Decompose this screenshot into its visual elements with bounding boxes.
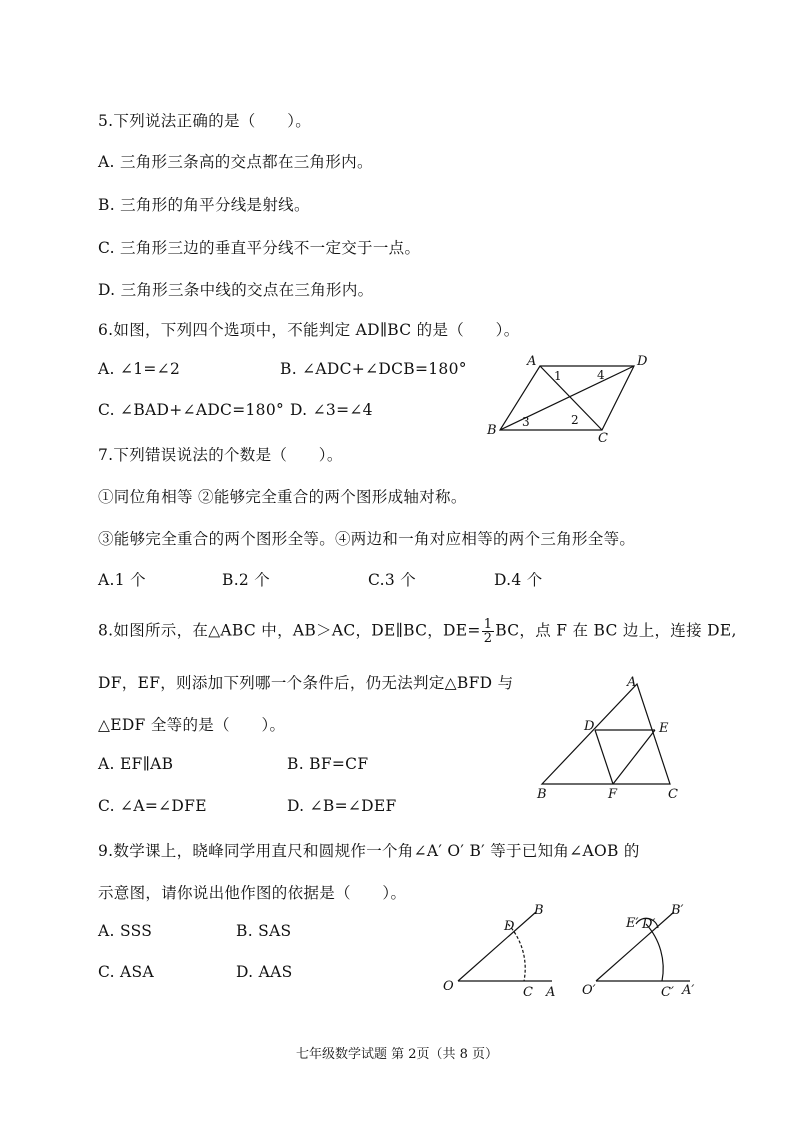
q8-option-d: D. ∠B=∠DEF: [287, 797, 397, 815]
q9-angle-aob-copy-figure: [582, 898, 712, 1002]
q8-segment-ef: [613, 730, 655, 784]
q7-option-a: A.1 个: [98, 571, 146, 589]
q8-label-d: D: [584, 719, 595, 734]
q6-label-a: A: [527, 354, 537, 369]
q9-option-a: A. SSS: [98, 922, 153, 940]
q9-fig2-label-b: B′: [671, 903, 684, 918]
q5-option-d: D. 三角形三条中线的交点在三角形内。: [98, 281, 374, 299]
q8-label-e: E: [659, 721, 669, 736]
q8-segment-df: [595, 730, 613, 784]
q8-stem-line2: DF，EF，则添加下列哪一个条件后，仍无法判定△BFD 与: [98, 674, 514, 692]
q9-option-c: C. ASA: [98, 963, 154, 981]
q8-triangle-figure: [530, 672, 700, 804]
q9-option-b: B. SAS: [236, 922, 292, 940]
q6-option-d: D. ∠3=∠4: [290, 401, 373, 419]
q9-fig2-label-e: E′: [626, 916, 639, 931]
q6-option-b: B. ∠ADC+∠DCB=180°: [280, 360, 467, 378]
q9-fig1-label-a: A: [546, 985, 556, 1000]
q9-angle-aob-figure: [440, 898, 570, 1002]
q9-fig1-label-b: B: [534, 903, 544, 918]
q7-stem: 7.下列错误说法的个数是（ ）。: [98, 446, 343, 464]
q9-ray-ob: [458, 912, 536, 981]
q6-label-b: B: [487, 423, 497, 438]
q5-option-b: B. 三角形的角平分线是射线。: [98, 196, 310, 214]
q6-label-c: C: [598, 431, 608, 442]
q9-construction-arc-solid: [646, 924, 663, 981]
q8-stem-line3: △EDF 全等的是（ ）。: [98, 716, 286, 734]
q8-stem-pre: 8.如图所示，在△ABC 中，AB＞AC，DE∥BC，DE=: [98, 621, 481, 640]
q5-option-c: C. 三角形三边的垂直平分线不一定交于一点。: [98, 239, 421, 257]
q8-label-c: C: [668, 787, 678, 802]
q9-fig2-label-d: D′: [642, 917, 656, 932]
q8-label-f: F: [608, 787, 618, 802]
q6-angle-1: 1: [554, 369, 562, 383]
q9-fig2-label-o: O′: [582, 983, 596, 998]
q7-statements-2: ③能够完全重合的两个图形全等。④两边和一角对应相等的两个三角形全等。: [98, 530, 636, 548]
q8-fraction-numerator: 1: [483, 617, 493, 632]
q8-label-a: A: [627, 675, 637, 690]
q9-option-d: D. AAS: [236, 963, 293, 981]
q8-option-a: A. EF∥AB: [98, 755, 174, 773]
q6-option-a: A. ∠1=∠2: [98, 360, 181, 378]
page-footer: 七年级数学试题 第 2页（共 8 页）: [295, 1047, 499, 1062]
q8-stem-post: BC，点 F 在 BC 边上，连接 DE,: [495, 621, 737, 640]
q7-statements-1: ①同位角相等 ②能够完全重合的两个图形成轴对称。: [98, 488, 467, 506]
q9-fig1-label-o: O: [443, 979, 454, 994]
q9-fig2-label-a: A′: [682, 983, 695, 998]
q6-angle-2: 2: [571, 413, 579, 427]
q6-label-d: D: [637, 354, 648, 369]
q8-label-b: B: [537, 787, 547, 802]
q7-option-b: B.2 个: [222, 571, 271, 589]
q8-fraction-half: [482, 618, 495, 645]
q6-parallelogram-figure: [480, 350, 660, 442]
q7-option-d: D.4 个: [494, 571, 543, 589]
q6-stem: 6.如图，下列四个选项中，不能判定 AD∥BC 的是（ ）。: [98, 321, 520, 339]
q9-fig1-label-d: D: [504, 919, 515, 934]
q9-stem-line1: 9.数学课上，晓峰同学用直尺和圆规作一个角∠A′ O′ B′ 等于已知角∠AOB 的: [98, 842, 640, 860]
q5-option-a: A. 三角形三条高的交点都在三角形内。: [98, 153, 373, 171]
q9-fig2-label-c: C′: [661, 985, 674, 1000]
q8-option-b: B. BF=CF: [287, 755, 369, 773]
q8-fraction-denominator: 2: [483, 631, 493, 646]
q9-fig1-label-c: C: [523, 985, 533, 1000]
q7-option-c: C.3 个: [368, 571, 417, 589]
q6-option-c: C. ∠BAD+∠ADC=180°: [98, 401, 285, 419]
q5-stem: 5.下列说法正确的是（ ）。: [98, 112, 312, 130]
q8-triangle-abc: [542, 684, 670, 784]
q8-option-c: C. ∠A=∠DFE: [98, 797, 207, 815]
q9-stem-line2: 示意图，请你说出他作图的依据是（ ）。: [98, 884, 407, 902]
q8-stem: [98, 618, 737, 645]
q6-angle-4: 4: [597, 368, 605, 382]
q6-angle-3: 3: [522, 415, 530, 429]
